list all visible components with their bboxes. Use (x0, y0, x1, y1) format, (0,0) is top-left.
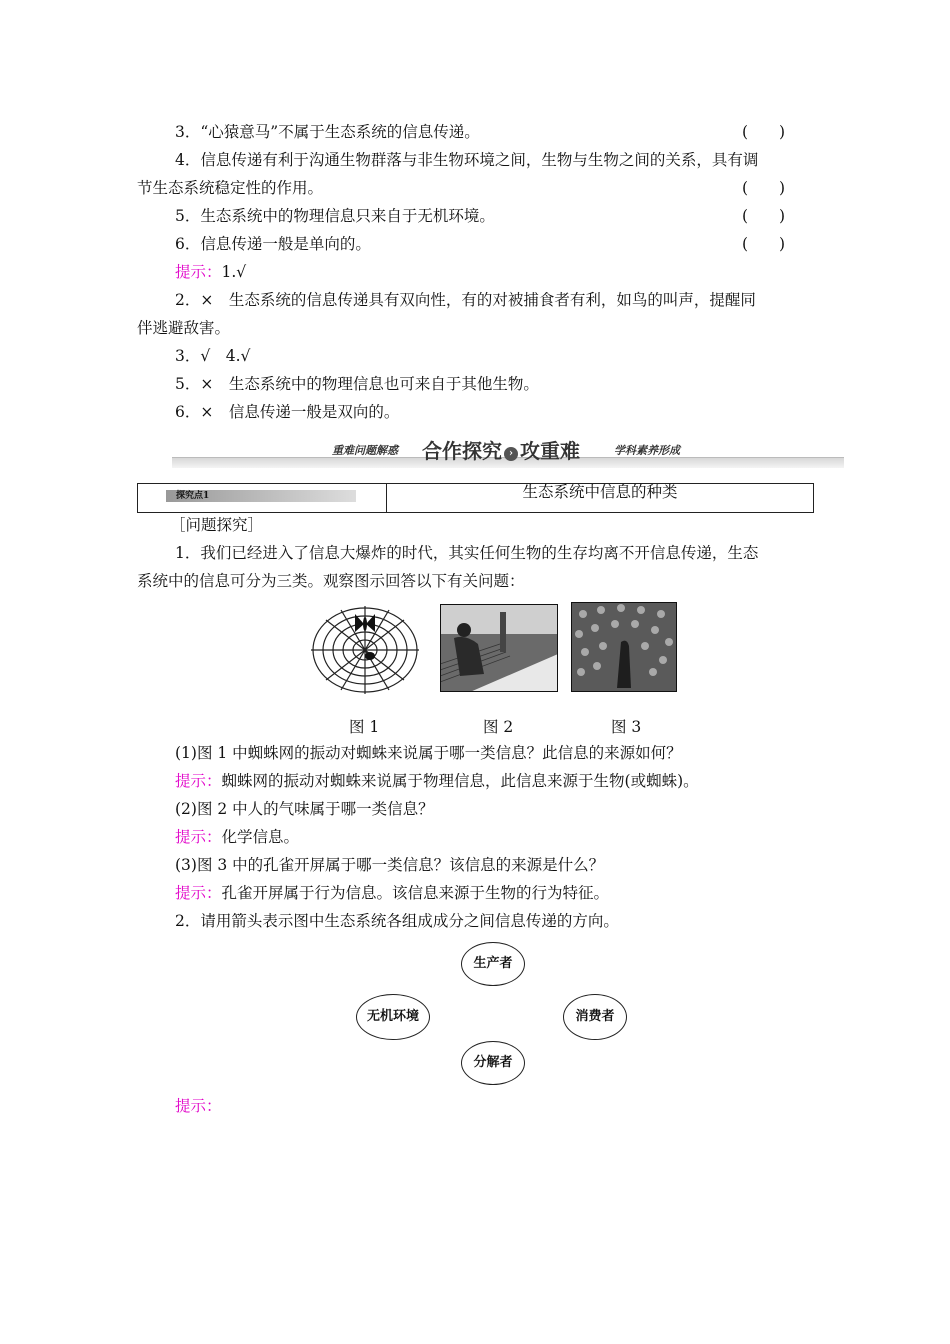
banner-arrow-icon: › (504, 447, 518, 461)
node-consumer: 消费者 (563, 994, 627, 1040)
spider-web-figure (308, 604, 422, 696)
node-producer: 生产者 (461, 942, 525, 986)
sub-answer-2-text: 化学信息。 (221, 828, 300, 846)
answer-blank-4: ( ) (742, 179, 786, 197)
answer-6: 6．× 信息传递一般是双向的。 (175, 403, 400, 421)
sub-question-2: (2)图 2 中人的气味属于哪一类信息？ (175, 800, 434, 818)
hint-label: 提示： (175, 263, 222, 281)
section-banner (172, 433, 844, 469)
answer-2-line2: 伴逃避敌害。 (137, 319, 231, 337)
answer-2-line1: 2．× 生态系统的信息传递具有双向性，有的对被捕食者有利，如鸟的叫声，提醒同 (175, 291, 756, 309)
section-tag: 探究点1 (166, 490, 356, 502)
inquiry-q1-line1: 1．我们已经进入了信息大爆炸的时代，其实任何生物的生存均离不开信息传递，生态 (175, 544, 759, 562)
hint-label: 提示： (175, 884, 222, 902)
node-decomposer: 分解者 (461, 1041, 525, 1085)
inquiry-q1-line2: 系统中的信息可分为三类。观察图示回答以下有关问题： (137, 572, 525, 590)
peacock-photo-figure (571, 602, 677, 692)
sub-answer-3 (175, 883, 609, 903)
sub-question-1: (1)图 1 中蜘蛛网的振动对蜘蛛来说属于哪一类信息？此信息的来源如何？ (175, 744, 682, 762)
sub-answer-1 (175, 771, 699, 791)
answer-1-text: 1.√ (221, 263, 247, 281)
banner-right-text: 学科素养形成 (614, 444, 680, 457)
answer-5: 5．× 生态系统中的物理信息也可来自于其他生物。 (175, 375, 539, 393)
banner-title-part2: 攻重难 (520, 439, 580, 463)
sub-answer-1-text: 蜘蛛网的振动对蜘蛛来说属于物理信息，此信息来源于生物(或蜘蛛)。 (221, 772, 699, 790)
answer-blank-5: ( ) (742, 207, 786, 225)
answer-blank-3: ( ) (742, 123, 786, 141)
figure-2-caption: 图 2 (483, 718, 514, 736)
hint-label: 提示： (175, 772, 222, 790)
question-4-line1: 4．信息传递有利于沟通生物群落与非生物环境之间，生物与生物之间的关系，具有调 (175, 151, 759, 169)
section-header-table (137, 483, 814, 513)
hint-label: 提示： (175, 828, 222, 846)
banner-title (422, 435, 580, 464)
question-5: 5．生态系统中的物理信息只来自于无机环境。 (175, 207, 495, 225)
question-4-line2: 节生态系统稳定性的作用。 (137, 179, 324, 197)
question-2: 2．请用箭头表示图中生态系统各组成成分之间信息传递的方向。 (175, 912, 619, 930)
figure-3-caption: 图 3 (611, 718, 642, 736)
node-abiotic-environment: 无机环境 (356, 994, 430, 1040)
answer-blank-6: ( ) (742, 235, 786, 253)
figure-1-caption: 图 1 (349, 718, 380, 736)
final-hint-label: 提示： (175, 1097, 222, 1115)
banner-title-part1: 合作探究 (422, 439, 502, 463)
section-tag-cell (138, 484, 387, 512)
question-6: 6．信息传递一般是单向的。 (175, 235, 371, 253)
section-title: 生态系统中信息的种类 (522, 483, 678, 501)
answer-3-4: 3．√ 4.√ (175, 347, 251, 365)
banner-left-text: 重难问题解惑 (332, 444, 398, 457)
sub-answer-3-text: 孔雀开屏属于行为信息。该信息来源于生物的行为特征。 (221, 884, 610, 902)
inquiry-heading: ［问题探究］ (170, 516, 264, 534)
question-3: 3．“心猿意马”不属于生态系统的信息传递。 (175, 123, 480, 141)
answer-1 (175, 262, 246, 282)
sub-answer-2 (175, 827, 299, 847)
sub-question-3: (3)图 3 中的孔雀开屏属于哪一类信息？该信息的来源是什么？ (175, 856, 605, 874)
person-photo-figure (440, 604, 558, 692)
